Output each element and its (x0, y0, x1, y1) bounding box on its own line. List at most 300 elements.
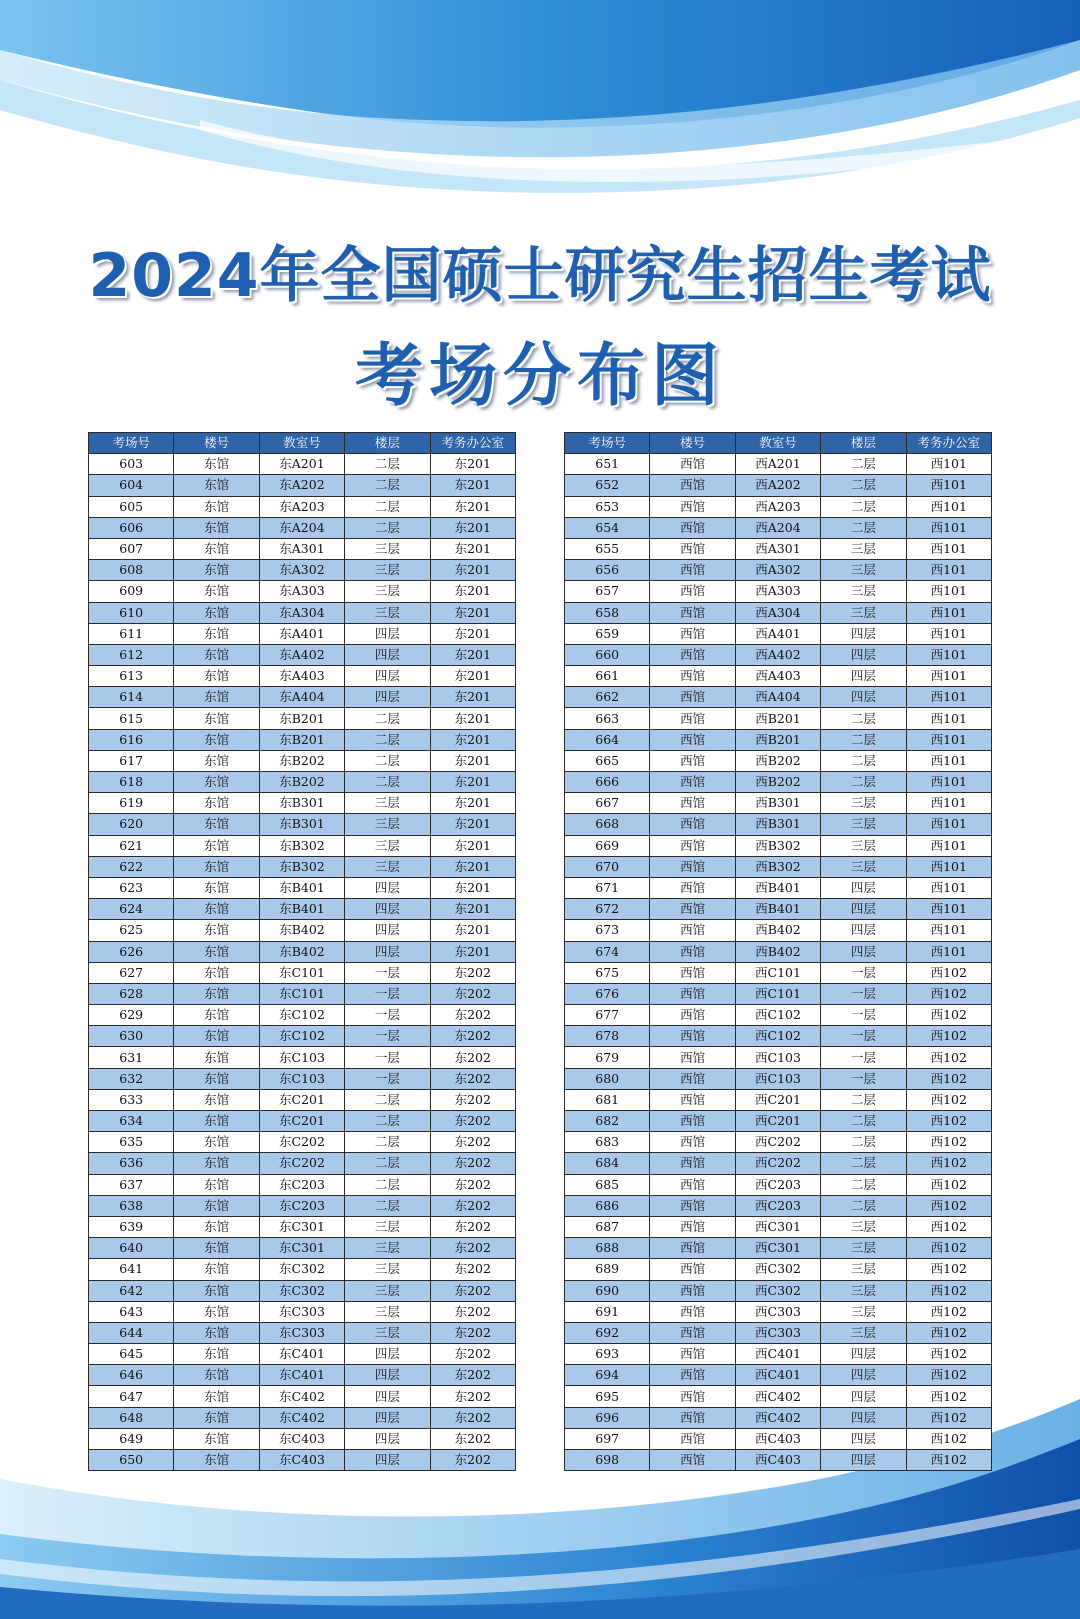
table-cell: 西101 (906, 814, 991, 835)
table-cell: 三层 (821, 538, 906, 559)
table-cell: 东202 (430, 1344, 515, 1365)
table-row (565, 750, 992, 771)
table-cell: 西102 (906, 1280, 991, 1301)
table-cell: 652 (565, 475, 650, 496)
table-cell: 二层 (821, 1089, 906, 1110)
table-cell: 东A404 (259, 687, 344, 708)
table-row (565, 1047, 992, 1068)
table-cell: 西101 (906, 941, 991, 962)
column-header: 楼层 (345, 433, 430, 454)
table-cell: 东A202 (259, 475, 344, 496)
table-cell: 二层 (345, 1111, 430, 1132)
table-cell: 695 (565, 1386, 650, 1407)
table-row (89, 1047, 516, 1068)
table-cell: 三层 (345, 1301, 430, 1322)
table-row (89, 1428, 516, 1449)
table-cell: 四层 (821, 941, 906, 962)
table-cell: 西101 (906, 920, 991, 941)
table-cell: 东201 (430, 496, 515, 517)
table-cell: 西102 (906, 1259, 991, 1280)
table-cell: 西101 (906, 517, 991, 538)
table-cell: 西C303 (735, 1322, 820, 1343)
table-cell: 624 (89, 899, 174, 920)
table-body (89, 454, 516, 1471)
column-header: 楼号 (650, 433, 735, 454)
table-cell: 西C301 (735, 1238, 820, 1259)
table-row (89, 666, 516, 687)
table-cell: 690 (565, 1280, 650, 1301)
table-cell: 西102 (906, 1132, 991, 1153)
table-cell: 西C201 (735, 1111, 820, 1132)
table-cell: 三层 (345, 538, 430, 559)
table-cell: 东馆 (174, 517, 259, 538)
table-cell: 东馆 (174, 1386, 259, 1407)
table-row (89, 1216, 516, 1237)
table-row (565, 814, 992, 835)
table-cell: 东201 (430, 538, 515, 559)
table-cell: 东202 (430, 962, 515, 983)
table-cell: 西102 (906, 1195, 991, 1216)
table-row (565, 1089, 992, 1110)
table-cell: 东馆 (174, 1005, 259, 1026)
table-cell: 东馆 (174, 1428, 259, 1449)
table-cell: 四层 (345, 623, 430, 644)
table-cell: 692 (565, 1322, 650, 1343)
table-cell: 东C101 (259, 983, 344, 1004)
table-cell: 646 (89, 1365, 174, 1386)
table-cell: 西102 (906, 1089, 991, 1110)
table-cell: 东馆 (174, 1238, 259, 1259)
table-cell: 东C102 (259, 1026, 344, 1047)
table-cell: 西102 (906, 1386, 991, 1407)
table-cell: 671 (565, 877, 650, 898)
table-cell: 西馆 (650, 1322, 735, 1343)
table-cell: 四层 (345, 1344, 430, 1365)
table-row (565, 1301, 992, 1322)
table-cell: 四层 (821, 1386, 906, 1407)
table-cell: 东C302 (259, 1259, 344, 1280)
table-cell: 西B401 (735, 877, 820, 898)
table-cell: 三层 (821, 1322, 906, 1343)
table-row (565, 581, 992, 602)
table-cell: 四层 (345, 644, 430, 665)
table-row (565, 1428, 992, 1449)
table-cell: 二层 (345, 454, 430, 475)
table-cell: 东201 (430, 877, 515, 898)
table-row (565, 1407, 992, 1428)
table-cell: 东馆 (174, 1259, 259, 1280)
table-cell: 西101 (906, 560, 991, 581)
table-cell: 三层 (345, 814, 430, 835)
table-cell: 二层 (345, 496, 430, 517)
table-cell: 621 (89, 835, 174, 856)
table-cell: 西C302 (735, 1259, 820, 1280)
table-cell: 630 (89, 1026, 174, 1047)
table-cell: 一层 (821, 1047, 906, 1068)
table-cell: 西101 (906, 454, 991, 475)
table-cell: 四层 (345, 1407, 430, 1428)
table-cell: 东201 (430, 560, 515, 581)
table-cell: 西C203 (735, 1195, 820, 1216)
table-cell: 东馆 (174, 1365, 259, 1386)
table-cell: 四层 (345, 877, 430, 898)
table-cell: 东C201 (259, 1089, 344, 1110)
table-cell: 西102 (906, 962, 991, 983)
table-row (565, 560, 992, 581)
table-cell: 西C302 (735, 1280, 820, 1301)
table-cell: 西101 (906, 750, 991, 771)
table-cell: 二层 (345, 1174, 430, 1195)
table-cell: 二层 (821, 1153, 906, 1174)
table-cell: 一层 (821, 1005, 906, 1026)
table-cell: 西馆 (650, 772, 735, 793)
table-cell: 688 (565, 1238, 650, 1259)
table-cell: 西C401 (735, 1365, 820, 1386)
table-cell: 697 (565, 1428, 650, 1449)
column-header: 考场号 (565, 433, 650, 454)
table-cell: 二层 (345, 1153, 430, 1174)
table-cell: 东201 (430, 708, 515, 729)
table-cell: 603 (89, 454, 174, 475)
table-cell: 东B202 (259, 750, 344, 771)
table-cell: 西馆 (650, 920, 735, 941)
table-cell: 东馆 (174, 1174, 259, 1195)
table-cell: 西B301 (735, 793, 820, 814)
table-row (89, 1365, 516, 1386)
table-cell: 东202 (430, 1365, 515, 1386)
table-cell: 西101 (906, 708, 991, 729)
table-cell: 西102 (906, 1407, 991, 1428)
table-cell: 西馆 (650, 1005, 735, 1026)
table-cell: 619 (89, 793, 174, 814)
table-cell: 606 (89, 517, 174, 538)
table-cell: 东C401 (259, 1365, 344, 1386)
table-row (89, 1195, 516, 1216)
table-cell: 西馆 (650, 941, 735, 962)
table-cell: 东A401 (259, 623, 344, 644)
table-row (565, 899, 992, 920)
table-cell: 西101 (906, 602, 991, 623)
table-row (565, 962, 992, 983)
table-cell: 691 (565, 1301, 650, 1322)
table-row (565, 877, 992, 898)
table-row (89, 983, 516, 1004)
table-cell: 一层 (821, 1068, 906, 1089)
table-cell: 620 (89, 814, 174, 835)
table-row (565, 538, 992, 559)
table-cell: 东201 (430, 835, 515, 856)
page-subtitle: 考场分布图 (354, 337, 725, 416)
table-cell: 西C101 (735, 962, 820, 983)
table-cell: 三层 (821, 560, 906, 581)
table-cell: 东A403 (259, 666, 344, 687)
table-cell: 四层 (821, 644, 906, 665)
table-cell: 658 (565, 602, 650, 623)
table-cell: 672 (565, 899, 650, 920)
table-cell: 西馆 (650, 560, 735, 581)
table-cell: 东201 (430, 772, 515, 793)
table-cell: 东201 (430, 687, 515, 708)
table-cell: 东202 (430, 1301, 515, 1322)
table-cell: 西B402 (735, 941, 820, 962)
table-cell: 608 (89, 560, 174, 581)
table-cell: 三层 (821, 1259, 906, 1280)
table-row (89, 750, 516, 771)
table-cell: 一层 (345, 1068, 430, 1089)
table-cell: 西101 (906, 687, 991, 708)
table-cell: 648 (89, 1407, 174, 1428)
table-row (89, 708, 516, 729)
table-cell: 614 (89, 687, 174, 708)
table-cell: 663 (565, 708, 650, 729)
table-cell: 西馆 (650, 454, 735, 475)
table-cell: 675 (565, 962, 650, 983)
table-row (89, 1111, 516, 1132)
table-cell: 东202 (430, 1450, 515, 1471)
table-cell: 二层 (345, 772, 430, 793)
table-cell: 三层 (345, 856, 430, 877)
table-cell: 西C401 (735, 1344, 820, 1365)
table-cell: 西C201 (735, 1089, 820, 1110)
table-cell: 西C203 (735, 1174, 820, 1195)
table-cell: 三层 (821, 1301, 906, 1322)
table-row (89, 581, 516, 602)
table-cell: 东A203 (259, 496, 344, 517)
table-cell: 四层 (821, 687, 906, 708)
table-cell: 三层 (821, 602, 906, 623)
table-cell: 东202 (430, 983, 515, 1004)
table-row (565, 835, 992, 856)
table-cell: 东201 (430, 517, 515, 538)
table-cell: 东馆 (174, 602, 259, 623)
table-cell: 西A302 (735, 560, 820, 581)
table-cell: 东C201 (259, 1111, 344, 1132)
table-cell: 四层 (345, 941, 430, 962)
table-cell: 西102 (906, 1450, 991, 1471)
table-cell: 东馆 (174, 772, 259, 793)
table-cell: 617 (89, 750, 174, 771)
table-cell: 西馆 (650, 1026, 735, 1047)
table-cell: 东202 (430, 1132, 515, 1153)
table-cell: 三层 (345, 1259, 430, 1280)
table-row (565, 517, 992, 538)
table-cell: 西102 (906, 1365, 991, 1386)
table-cell: 东A304 (259, 602, 344, 623)
table-cell: 四层 (821, 920, 906, 941)
table-cell: 西馆 (650, 1301, 735, 1322)
table-cell: 东202 (430, 1195, 515, 1216)
table-cell: 西馆 (650, 1259, 735, 1280)
table-cell: 东201 (430, 729, 515, 750)
table-cell: 西馆 (650, 856, 735, 877)
table-cell: 东B301 (259, 793, 344, 814)
table-cell: 西C403 (735, 1450, 820, 1471)
table-row (565, 1386, 992, 1407)
table-cell: 626 (89, 941, 174, 962)
table-row (89, 856, 516, 877)
table-cell: 三层 (345, 1216, 430, 1237)
table-cell: 东201 (430, 920, 515, 941)
table-cell: 三层 (345, 793, 430, 814)
table-cell: 东馆 (174, 835, 259, 856)
table-cell: 西102 (906, 1216, 991, 1237)
table-cell: 东202 (430, 1026, 515, 1047)
table-cell: 东馆 (174, 877, 259, 898)
table-cell: 西B402 (735, 920, 820, 941)
table-cell: 西C301 (735, 1216, 820, 1237)
table-cell: 东B302 (259, 856, 344, 877)
table-cell: 二层 (821, 772, 906, 793)
column-header: 教室号 (259, 433, 344, 454)
table-cell: 三层 (821, 835, 906, 856)
table-row (89, 623, 516, 644)
table-cell: 三层 (345, 835, 430, 856)
table-cell: 676 (565, 983, 650, 1004)
table-cell: 西馆 (650, 1428, 735, 1449)
table-cell: 东201 (430, 475, 515, 496)
table-cell: 东B202 (259, 772, 344, 793)
table-cell: 四层 (345, 920, 430, 941)
table-cell: 三层 (345, 581, 430, 602)
table-cell: 西102 (906, 1111, 991, 1132)
table-cell: 东C403 (259, 1428, 344, 1449)
table-cell: 东C303 (259, 1322, 344, 1343)
table-cell: 629 (89, 1005, 174, 1026)
table-row (565, 793, 992, 814)
table-row (89, 1005, 516, 1026)
table-cell: 西馆 (650, 517, 735, 538)
table-row (89, 1259, 516, 1280)
table-cell: 631 (89, 1047, 174, 1068)
table-cell: 东B402 (259, 941, 344, 962)
table-cell: 西B201 (735, 708, 820, 729)
table-cell: 西馆 (650, 1153, 735, 1174)
table-cell: 一层 (345, 1026, 430, 1047)
table-cell: 西A404 (735, 687, 820, 708)
table-cell: 西馆 (650, 983, 735, 1004)
table-row (89, 687, 516, 708)
table-row (89, 560, 516, 581)
table-cell: 东馆 (174, 666, 259, 687)
table-cell: 二层 (821, 496, 906, 517)
table-cell: 四层 (821, 623, 906, 644)
table-cell: 627 (89, 962, 174, 983)
table-cell: 665 (565, 750, 650, 771)
table-cell: 670 (565, 856, 650, 877)
table-row (89, 1301, 516, 1322)
table-cell: 西馆 (650, 496, 735, 517)
table-cell: 西馆 (650, 1111, 735, 1132)
table-cell: 西101 (906, 475, 991, 496)
top-wave-decoration (0, 0, 1080, 220)
table-row (89, 1153, 516, 1174)
table-cell: 623 (89, 877, 174, 898)
table-cell: 616 (89, 729, 174, 750)
table-cell: 东201 (430, 750, 515, 771)
table-cell: 611 (89, 623, 174, 644)
table-cell: 682 (565, 1111, 650, 1132)
table-cell: 680 (565, 1068, 650, 1089)
table-cell: 东201 (430, 454, 515, 475)
table-cell: 610 (89, 602, 174, 623)
table-cell: 东201 (430, 856, 515, 877)
table-cell: 四层 (821, 877, 906, 898)
table-cell: 东201 (430, 644, 515, 665)
table-cell: 东馆 (174, 750, 259, 771)
table-cell: 西102 (906, 1047, 991, 1068)
table-cell: 东201 (430, 793, 515, 814)
table-row (89, 1386, 516, 1407)
table-cell: 西C103 (735, 1068, 820, 1089)
table-cell: 一层 (345, 1005, 430, 1026)
table-row (565, 1005, 992, 1026)
table-cell: 664 (565, 729, 650, 750)
table-cell: 东C101 (259, 962, 344, 983)
table-cell: 西馆 (650, 1280, 735, 1301)
table-cell: 678 (565, 1026, 650, 1047)
table-cell: 607 (89, 538, 174, 559)
column-header: 考场号 (89, 433, 174, 454)
table-row (89, 1322, 516, 1343)
table-cell: 东202 (430, 1047, 515, 1068)
table-cell: 西101 (906, 835, 991, 856)
table-cell: 东馆 (174, 1026, 259, 1047)
table-cell: 东C301 (259, 1216, 344, 1237)
table-cell: 东馆 (174, 623, 259, 644)
table-cell: 685 (565, 1174, 650, 1195)
table-cell: 西102 (906, 1005, 991, 1026)
table-row (565, 1238, 992, 1259)
table-row (89, 899, 516, 920)
table-cell: 二层 (821, 454, 906, 475)
table-cell: 604 (89, 475, 174, 496)
table-row (565, 602, 992, 623)
table-cell: 679 (565, 1047, 650, 1068)
table-cell: 618 (89, 772, 174, 793)
exam-room-table-west (564, 432, 992, 1471)
table-cell: 东馆 (174, 920, 259, 941)
table-cell: 东馆 (174, 560, 259, 581)
page-title: 2024年全国硕士研究生招生考试 (88, 241, 992, 311)
table-row (89, 772, 516, 793)
table-cell: 东C102 (259, 1005, 344, 1026)
table-cell: 西101 (906, 538, 991, 559)
table-cell: 东202 (430, 1153, 515, 1174)
table-row (89, 475, 516, 496)
table-cell: 四层 (345, 1365, 430, 1386)
table-cell: 681 (565, 1089, 650, 1110)
table-cell: 东B301 (259, 814, 344, 835)
table-cell: 西101 (906, 899, 991, 920)
table-cell: 二层 (345, 475, 430, 496)
table-cell: 612 (89, 644, 174, 665)
table-cell: 西馆 (650, 793, 735, 814)
table-cell: 647 (89, 1386, 174, 1407)
table-cell: 西A403 (735, 666, 820, 687)
table-cell: 东C302 (259, 1280, 344, 1301)
table-cell: 三层 (821, 581, 906, 602)
table-cell: 东201 (430, 602, 515, 623)
table-cell: 西馆 (650, 1216, 735, 1237)
table-cell: 东B302 (259, 835, 344, 856)
table-cell: 四层 (345, 666, 430, 687)
table-row (89, 538, 516, 559)
table-row (565, 1365, 992, 1386)
table-cell: 二层 (821, 750, 906, 771)
table-cell: 二层 (345, 517, 430, 538)
table-cell: 东馆 (174, 581, 259, 602)
table-cell: 四层 (345, 899, 430, 920)
